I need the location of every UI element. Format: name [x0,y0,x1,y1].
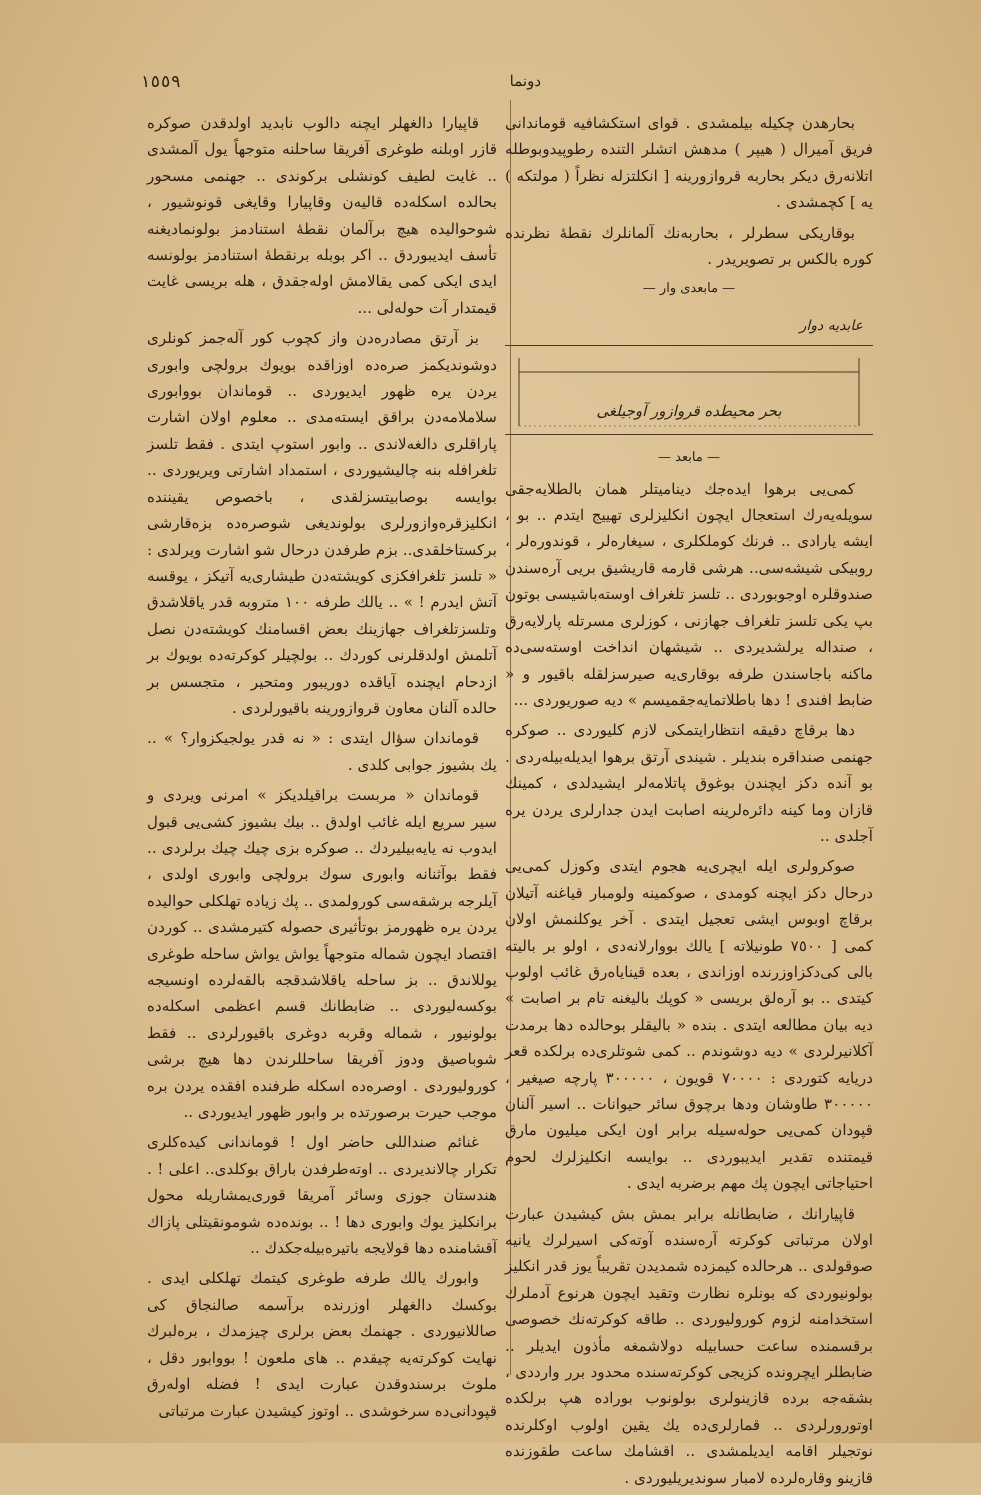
paragraph: قاپيارا دالغهلر ايچنه دالوب نابديد اولدقدن صوكره قازر اوبلنه طوغرى آفريقا ساحلنه متوجهاً يول آلمشدى .. غايت لطيف كونشلى بركوندى .. جهنمى مسحور بحالده اسكلەده قاليەن وقاپيارا وقايغى قونوشيور ، شوحواليده هيچ برآلمان نقطهٔ استنادمز بولونماديغنه تأسف ايديبوردق .. اكر بوبله برنقطهٔ استنادمز بولونسه ايدى ايكى كمى يقالامش اوله‌جقدق ، هله بريسى غايت قيمتدار آت حولەلى ... [147,114,497,317]
figure-title: عابديه دوار [799,317,863,334]
wave-diagram [505,345,873,435]
paragraph: قوماندان « مربست براقيلديكز » امرنى ويردى و سير سريع ايله غائب اولدق .. بيك بشيوز كشى‌يى قبول ايدوب نه يايەبيليردك .. صوكره بزى چيك چيك برلردى .. فقط بوآثنانه وابورى سوك برولچى وابورى اولدى ، آيلرجه برشقه‌سى كورولمدى .. پك زياده تهلكلى حواليده يردن يره ظهورمز بوتأثيرى حصوله كتيرمشدى .. كوردن اقتصاد ايچون شماله متوجهاً يواش يواش ساحله طوغرى يوللاندق .. بز ساحله ياقلاشدقجه بالقەلرده اونسيجە بوكسەليوردى .. ضابطانك قسم اعظمى اسكلەده بولونيور ، شماله وقربه دوغرى باقيورلردى .. فقط شوباصيق ودوز آفريقا ساحللرندن دها هيچ برشى كوروليوردى . اوصره‌ده اسكله طرفنده افقده يردن بره موجب حيرت برصورتده بر وابور ظهور ايديوردى .. [147,786,497,1122]
journal-name: دونما [509,72,541,90]
paragraph: بز آرتق مصادرەدن واز كچوب كور آلەجمز كونلرى دوشونديكمز صره‌ده اوزاقده بويوك برولچى وابورى يردن يره ظهور ايديوردى .. قوماندان بووابورى سلاملامەدن براقق ايستەمدى .. معلوم اولان اشارت پاراقلرى دالغەلاندى .. وابور استوپ ايتدى . فقط تلسز تلغرافله بنه چاليشيوردى ، استمداد اشارتى ويريوردى .. بوايسه بوصابيتسزلقدى ، باخصوص يقيننده انكليزقرەوازورلرى بولونديغى شوصره‌ده بزەقارشى بركستاخلقدى.. بزم طرفدن درحال شو اشارت ويرلدى : « تلسز تلغرافكزى كويشتەدن طيشارى‌يه آتيكز ، يوقسه آتش ايدرم ! » .. يالك طرفه ١٠٠ متروبه قدر ياقلاشدق وتلسزتلغراف جهازينك بعض اقسامنك كويشتەدن نصل آتلمش اولدقلرنى كوردك .. بولچيلر كوكرته‌ده بويوك بر ازدحام ايچنده آياقده دوريبور ومتحير ، متجسس بر حالده آلنان معاون قروازورينه باقيورلردى . [147,329,497,717]
continued-caption: — مابعدى وار — [642,281,736,297]
page-header [140,72,841,102]
section-end-mark: — مابعد — [658,450,720,466]
paragraph: بوقاريكى سطرلر ، بحاربه‌نك آلمانلرك نقطهٔ نظرنده كوره بالكس بر تصويريدر . [505,223,873,269]
paragraph: صوكرولرى ايله ايچرى‌يه هجوم ايتدى وكوزل كمى‌يى درحال دكز ايچنه كومدى ، صوكمينه ولومبار قياغنه آتيلان برقاچ اوبوس ايشى تعجيل ايتدى . آخر يوكلنمش اولان كمى [ ٧٥٠٠ طونيلاته ] يالك بووارلانەدى ، اولو بر باليته بالى كى‌دكزاوزرنده اوزاندى ، بعده قيناياەرق غائب اولوب كيتدى .. بو آرەلق بريسى « كوپك باليغنه تام بر اصابت » ديه بيان مطالعه ايتدى . بنده « باليقلر بوحالده دها برمدت آكلانيرلردى » ديه دوشوندم .. كمى شوتلرى‌ده برلكده قعر دريايه كتوردى : ٧٠٠٠٠ قويون ، ٣٠٠٠٠٠ پارچه صيغير ، ٣٠٠٠٠٠ طاوشان ودها برچوق سائر حيوانات .. اسير آلنان قپودان كمى‌يى حولەسيله برابر اون ايكى ميليون مارق قيمتنده تقدير ايديبوردى .. بوايسه انكليزلرك لحوم احتياجاتى ايچون پك مهم برضربه ايدى . [505,857,874,1193]
figure-label: بحر محيطده قروازور آوجيلغى [596,401,782,420]
paragraph: قاپيارانك ، ضابطانله برابر بمش بش كيشيدن عبارت اولان مرتباتى كوكرته آرەسنده آوتەكى اسيرلرك يانيه صوقولدى .. هرحالده كيمزده شمديدن تقريباً يوز قدر انكليز بولونيوردى كه بونلره نظارت وتقيد ايچون هرنوع آدملرك استخدامنه لزوم كوروليوردى .. طاقه كوكرته‌نك خصوصى برقسمنده ساعت حسابيله دولاشمغه مأذون ايديلر .. ضابطلر ايچرونده كزيجى كوكرته‌سنده محدود برر وارددى ، بشقەجه برده قازينولرى بولونوب بوراده هپ برلكده اوتورورلردى .. قمارلرى‌ده يك يقين اولوب اوكلرنده نوتجيلر اقامه ايديلمشدى .. اقشامك ساعت طقوزنده قازينو وقارەلرده لامبار سونديريليوردى . [505,1204,873,1487]
paragraph: غنائم صنداللى حاضر اول ! قوماندانى كيدەكلرى تكرار چالانديردى .. اوتەطرفدن باراق بوكلدى.. اعلى ! . هندستان جوزى وسائر آمريقا قورى‌يمشاريله محول برانكليز يوك وابورى دها ! .. بونده‌ده شومونقيتلى پازاك آقشامنده دها قولايجه باتيره‌بيله‌جكدك .. [147,1133,497,1258]
paragraph: بحارهدن چكيله بيلمشدى . قواى استكشافيه قوماندانى فريق آميرال ( هيپر ) مدهش اتشلر التنده رطوپيدوبوطلە اتلانەرق ديكر بحاربه قروازورينه [ انكلتزله نظراً ( مولتكه ) يه ] كچمشدى . [505,114,873,212]
paragraph: دها برقاچ دقيقه انتظارايتمكى لازم كليوردى .. صوكره جهنمى صنداقره بنديلر . شيندى آرتق برهوا ايديلەبيلەردى . بو آنده دكز ايچندن بوغوق پاتلامەلر ايشيدلدى ، كمينك قازان وما كينه دائرەلرينه اصابت ايدن جدارلرى يردن يره آجلدى .. [505,721,873,845]
paragraph: وابورك يالك طرفه طوغرى كيتمك تهلكلى ايدى . بوكسك دالغهلر اوزرنده برآسمه صالنجاق كى صاللانيوردى . جهنمك بعض برلرى چيزمدك ، برەلبرك نهايت كوكرته‌يه چيقدم .. هاى ملعون ! بووابور دقل ، ملوث برسندوقدن عبارت ايدى ! فضله اولەرق قپودانى‌ده سرخوشدى .. اوتوز كيشيدن عبارت مرتباتى [147,1269,497,1420]
paragraph: قوماندان سؤال ايتدى : « نه قدر يولجيكزوار؟ » .. يك بشيوز جوابى كلدى . [147,729,497,774]
left-column [147,110,497,1428]
paragraph: كمى‌يى برهوا ايدەجك ديناميتلر همان بالطلايه‌جقى سويلەيه‌رك استعجال ايچون انكليزلرى تهييج ايتدم .. بو ، ايشه يارادى .. فرنك كوملكلرى ، سيغارەلر ، قوندورەلر ، روبيكى شيشه‌سى.. هرشى قارمه قاريشيق بريى آرەسندن صندوقلره اوجوبوردى .. تلسز تلغراف اوسته‌باشيسى بوتون بپ يكى تلسز تلغراف جهازنى ، كوزلرى مسرتله پارلايەرق ، صنداله يرلشديردى .. شيشهان انداخت اوستەسى‌ده ماكنه باجاسندن طرفه بوقارى‌يه صيرسزلقله باقيور و « ضابط افندى ! دها باطلاتمايه‌جقميسم » ديه صوريوردى ... [505,479,873,709]
right-column [505,110,873,1495]
page-number: ١٥٥٩ [140,72,181,92]
